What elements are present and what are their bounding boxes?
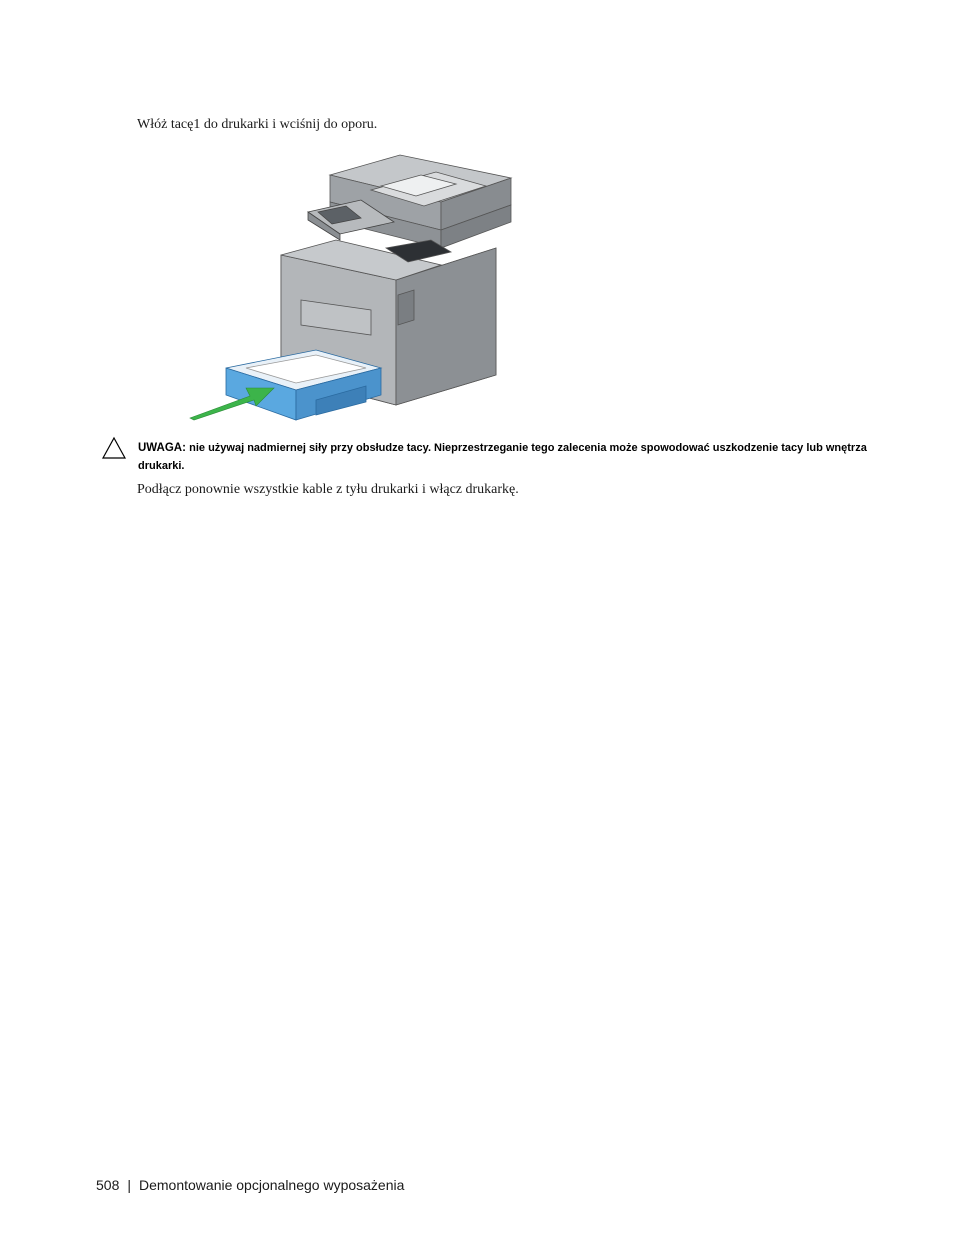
page-number: 508	[96, 1177, 120, 1193]
instruction-step-reconnect-cables: Podłącz ponownie wszystkie kable z tyłu drukarki i włącz drukarkę.	[137, 482, 519, 497]
section-title: Demontowanie opcjonalnego wyposażenia	[139, 1177, 405, 1193]
footer-separator: |	[127, 1177, 131, 1193]
caution-icon	[101, 436, 127, 460]
caution-note	[138, 439, 868, 475]
printer-tray-illustration	[186, 150, 516, 422]
page-footer	[96, 1177, 404, 1193]
instruction-step-insert-tray: Włóż tacę1 do drukarki i wciśnij do oporu.	[137, 117, 378, 132]
caution-label: UWAGA:	[138, 442, 186, 454]
caution-text: nie używaj nadmiernej siły przy obsłudze tacy. Nieprzestrzeganie tego zalecenia może spowodować uszkodzenie tacy lub wnętrza drukarki.	[138, 442, 867, 472]
